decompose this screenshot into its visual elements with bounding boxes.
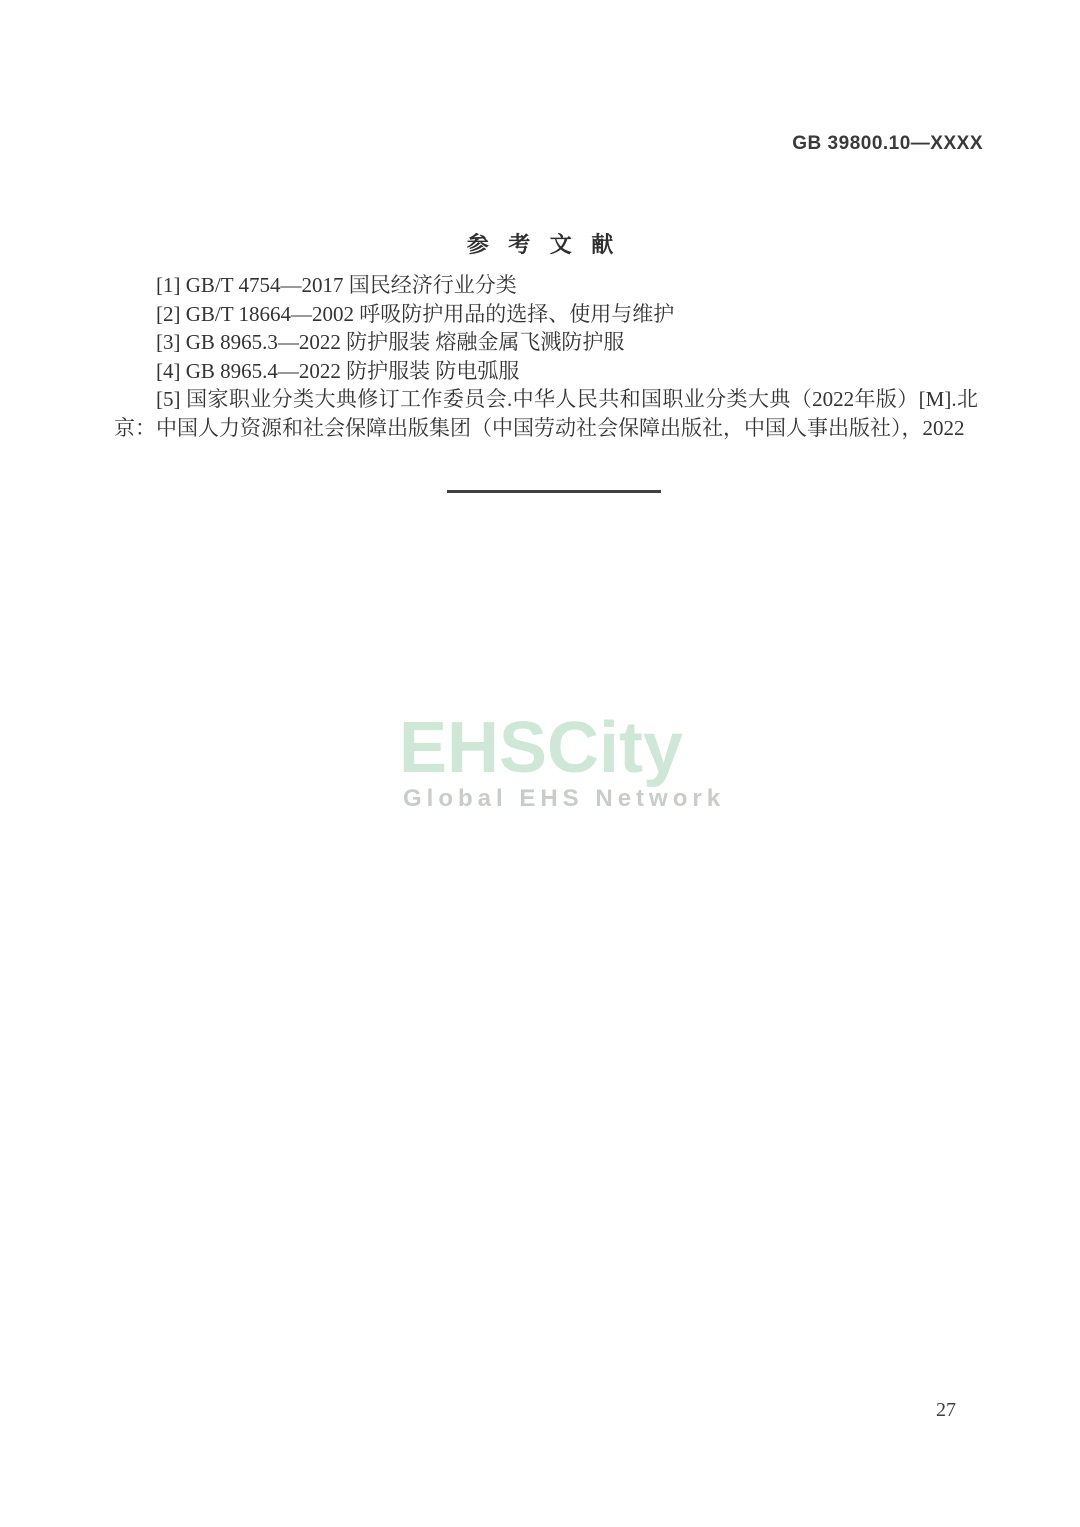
watermark — [399, 708, 726, 813]
reference-item: [1] GB/T 4754—2017 国民经济行业分类 — [156, 273, 517, 297]
reference-item: [5] 国家职业分类大典修订工作委员会.中华人民共和国职业分类大典（2022年版）[M].北京：中国人力资源和社会保障出版集团（中国劳动社会保障出版社，中国人事出版社），2022 — [114, 387, 978, 440]
standard-code-header: GB 39800.10—XXXX — [792, 133, 983, 154]
reference-item: [2] GB/T 18664—2002 呼吸防护用品的选择、使用与维护 — [156, 301, 675, 326]
page-title: 参 考 文 献 — [466, 232, 621, 257]
page-number: 27 — [936, 1399, 956, 1421]
reference-item: [3] GB 8965.3—2022 防护服装 熔融金属飞溅防护服 — [156, 330, 625, 354]
end-of-document-rule — [447, 490, 661, 493]
ehscity-logo-subtitle: Global EHS Network — [403, 785, 726, 812]
reference-list — [114, 271, 978, 442]
reference-item: [4] GB 8965.4—2022 防护服装 防电弧服 — [156, 358, 520, 383]
ehscity-logo: EHSCity — [399, 708, 684, 788]
